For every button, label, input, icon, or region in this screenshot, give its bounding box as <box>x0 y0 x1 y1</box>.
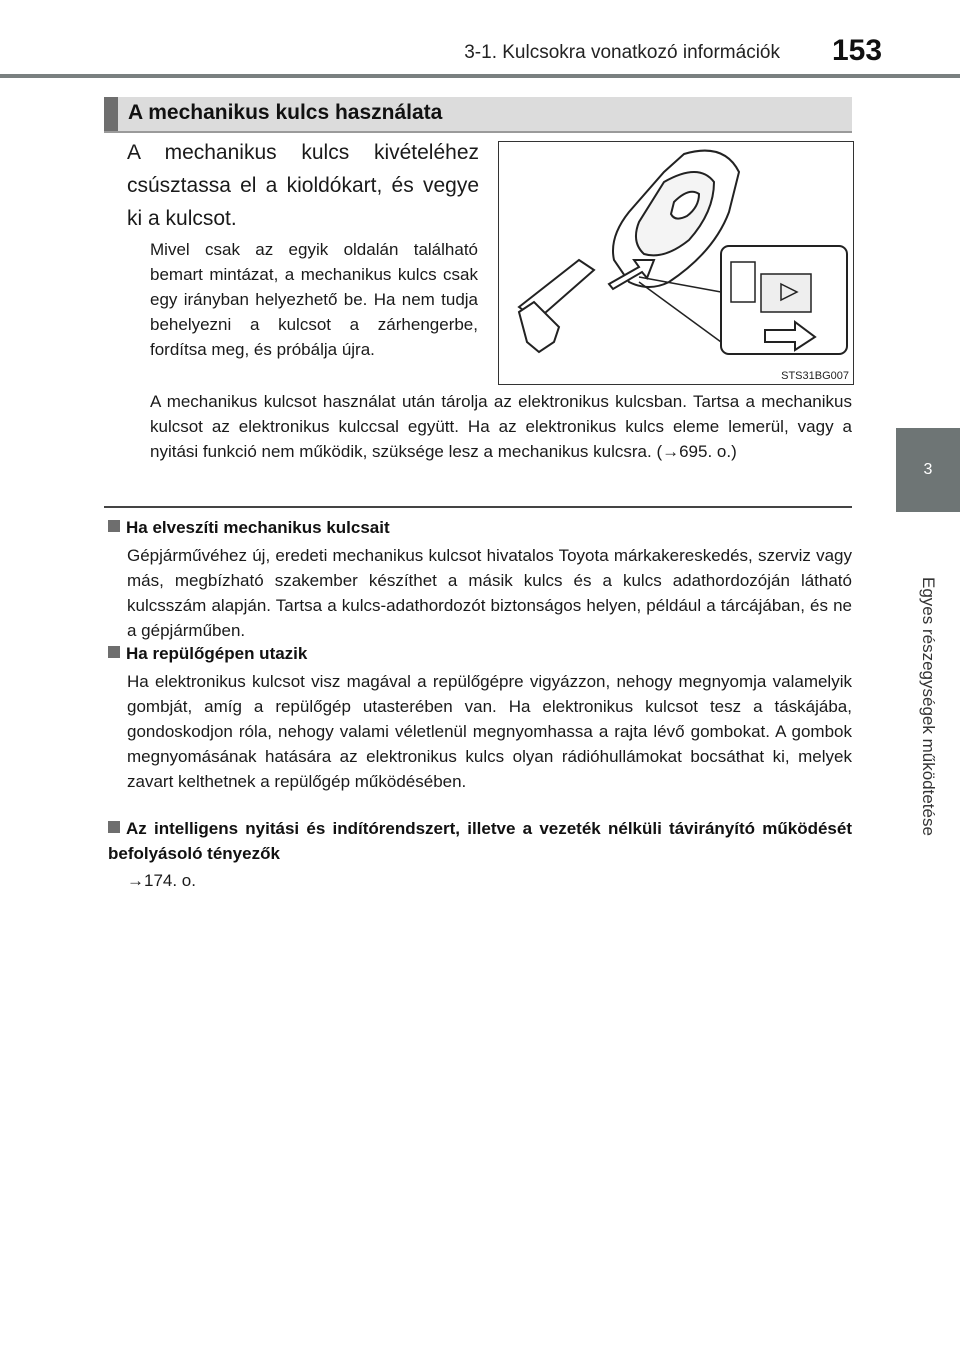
subsection-heading <box>108 816 852 866</box>
section-divider <box>104 506 852 508</box>
chapter-number: 3 <box>923 461 933 478</box>
subsection-title: Ha elveszíti mechanikus kulcsait <box>126 518 390 537</box>
bullet-square-icon <box>108 520 120 532</box>
figure-code: STS31BG007 <box>781 370 849 382</box>
intro-paragraph: A mechanikus kulcs kivételéhez csúsztassa el a kioldókart, és vegye ki a kulcsot. <box>127 141 479 230</box>
chapter-side-label <box>896 512 960 900</box>
subsection-body: Ha elektronikus kulcsot visz magával a repülőgépre vigyázzon, nehogy megnyomja valamelyik gombját, amíg a repülőgép utasterében van. Ha elektronikus kulcsot tesz a táskájába, gondoskodjon róla, nehogy valami véletlenül megnyomhassa a rajta lévő gombokat. A gombok megnyomásának hatására az elektronikus kulcs olyan rádióhullámokat bocsáthat ki, melyek zavart kelthetnek a repülőgép működésében. <box>127 672 852 791</box>
subsection-heading <box>108 515 852 540</box>
note-paragraph: Mivel csak az egyik oldalán található bemart mintázat, a mechanikus kulcs csak egy irányban helyezhető be. Ha nem tudja behelyezni a kulcsot a zárhengerbe, fordítsa meg, és próbálja újra. <box>150 240 478 359</box>
key-illustration <box>498 141 854 385</box>
bullet-square-icon <box>108 821 120 833</box>
chapter-header: 3-1. Kulcsokra vonatkozó információk <box>464 42 780 63</box>
header-rule <box>0 74 960 78</box>
subsection-body[interactable]: →174. o. <box>127 871 196 890</box>
subsection-heading <box>108 641 852 666</box>
subsection-title: Ha repülőgépen utazik <box>126 644 308 663</box>
note-paragraph: A mechanikus kulcsot használat után tárolja az elektronikus kulcsban. Tartsa a mechanikus kulcsot az elektronikus kulccsal együtt. Ha az elektronikus kulcs eleme lemerül, vagy a nyitási funkció nem működik, szüksége lesz a mechanikus kulcsra. (→695. o.) <box>150 392 852 461</box>
chapter-tab[interactable] <box>896 428 960 512</box>
bullet-square-icon <box>108 646 120 658</box>
key-drawing <box>499 142 853 384</box>
subsection-title: Az intelligens nyitási és indítórendszert, illetve a vezeték nélküli távirányító működését befolyásoló tényezők <box>108 819 852 863</box>
subsection-body: Gépjárművéhez új, eredeti mechanikus kulcsot hivatalos Toyota márkakereskedés, szerviz vagy más, megbízható szakember készíthet a másik kulcs és a kulcs adathordozóján látható kulcsszám alapján. Tartsa a kulcs-adathordozót biztonságos helyen, például a tárcájában, és ne a gépjárműben. <box>127 546 852 640</box>
section-title-text: A mechanikus kulcs használata <box>128 101 443 124</box>
section-title <box>104 97 852 133</box>
chapter-label: Egyes részegységek működtetése <box>919 576 938 836</box>
page-number: 153 <box>832 34 883 67</box>
section-title-bar <box>104 97 118 131</box>
